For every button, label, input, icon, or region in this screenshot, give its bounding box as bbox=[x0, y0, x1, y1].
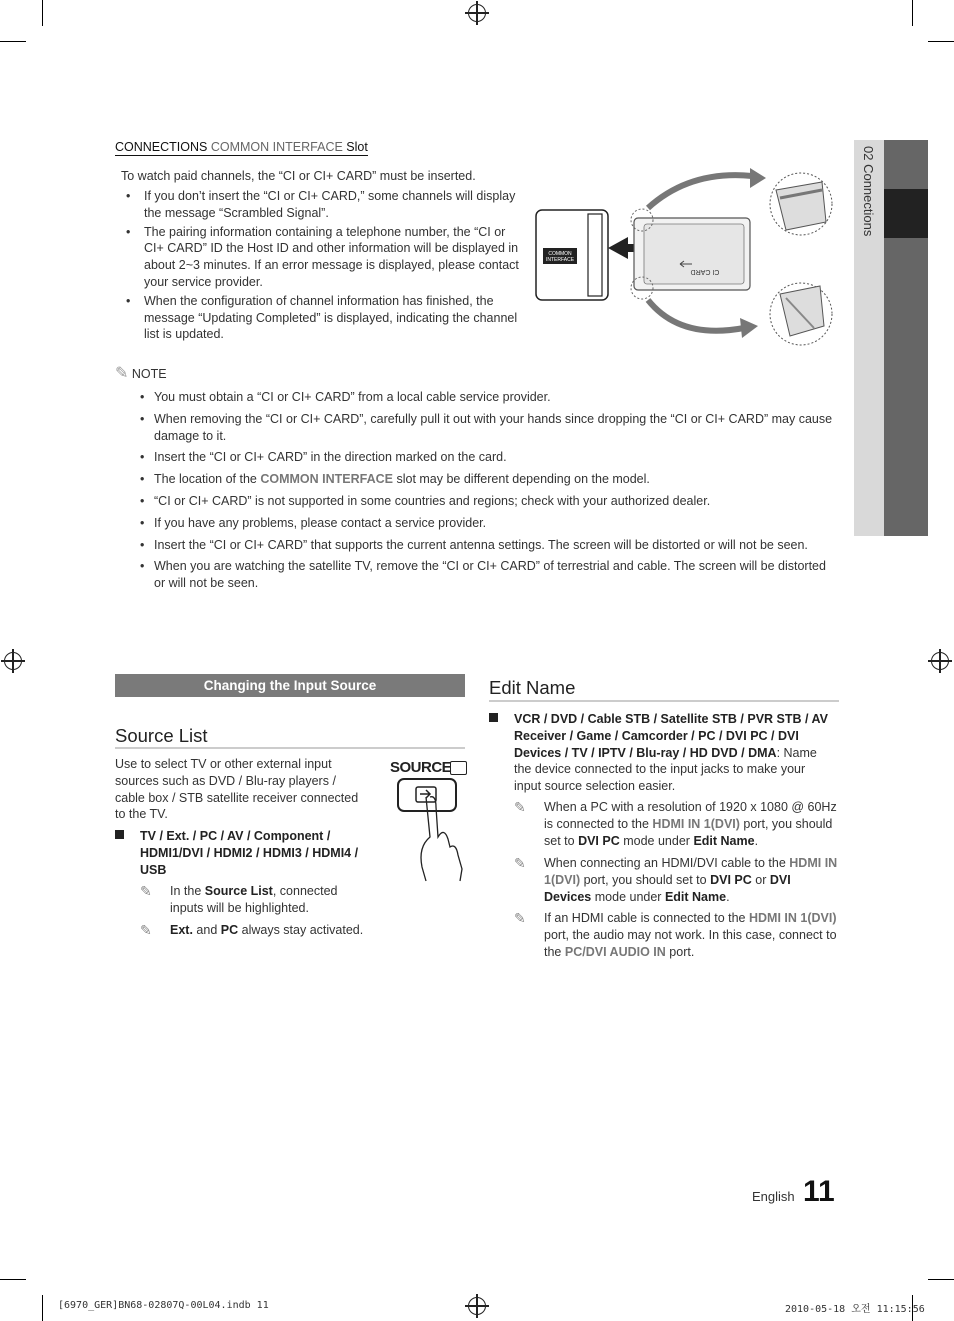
hand-press-icon bbox=[388, 777, 472, 885]
text: mode under bbox=[594, 889, 662, 904]
list-item: • Insert the “CI or CI+ CARD” that supports the current antenna settings. The screen will be distorted or will not be seen. bbox=[115, 537, 835, 554]
header-part: CONNECTIONS bbox=[115, 140, 208, 154]
text: port, the audio may not work. In this case, connect to the bbox=[544, 927, 837, 959]
source-list-item bbox=[115, 828, 365, 878]
text: If an HDMI cable is connected to the bbox=[544, 911, 746, 925]
header-part: Slot bbox=[346, 140, 368, 154]
memo-icon: ✎ bbox=[514, 910, 526, 926]
source-list-desc: Use to select TV or other external input sources such as DVD / Blu-ray players / cable box / STB satellite receiver connected to the TV. bbox=[115, 757, 359, 822]
text: The location of the bbox=[154, 472, 257, 487]
highlight: HDMI IN 1(DVI) bbox=[544, 856, 838, 887]
chapter-label: 02 Connections bbox=[861, 146, 876, 237]
curved-arrow-icon bbox=[648, 175, 752, 208]
square-bullet-icon bbox=[115, 830, 124, 839]
registration-mark-icon bbox=[931, 652, 949, 670]
source-menu-icon bbox=[450, 761, 467, 775]
insert-arrow-icon bbox=[608, 237, 634, 259]
source-memo-2 bbox=[140, 922, 400, 939]
source-memo-1 bbox=[140, 883, 370, 917]
edit-name-heading: Edit Name bbox=[489, 677, 576, 698]
text: mode under bbox=[623, 833, 690, 848]
list-item: • When removing the “CI or CI+ CARD”, carefully pull it out with your hands since dropping the “CI or CI+ CARD” may cause damage to it. bbox=[115, 411, 835, 445]
footer-language: English bbox=[752, 1189, 795, 1204]
note-list bbox=[115, 389, 835, 597]
registration-mark-icon bbox=[4, 652, 22, 670]
crop-mark bbox=[928, 1279, 954, 1280]
crop-mark bbox=[0, 1279, 26, 1280]
crop-mark bbox=[928, 41, 954, 42]
highlight: PC/DVI AUDIO IN bbox=[564, 944, 666, 959]
memo-icon: ✎ bbox=[514, 799, 526, 815]
card-label: CI CARD bbox=[690, 268, 720, 275]
list-item: • If you have any problems, please contact a service provider. bbox=[115, 515, 835, 532]
slot-label: COMMON bbox=[548, 251, 572, 257]
divider bbox=[115, 747, 465, 749]
bold-text: Edit Name bbox=[664, 889, 727, 904]
text: port, you should set to bbox=[544, 816, 833, 848]
print-slug-right: 2010-05-18 오전 11:15:56 bbox=[785, 1304, 925, 1315]
list-item: • “CI or CI+ CARD” is not supported in some countries and regions; check with your authorized dealer. bbox=[115, 493, 835, 510]
edit-memo-2: ✎ When connecting an HDMI/DVI cable to the HDMI IN 1(DVI) port, you should set to DVI PC or DVI Devices mode under Edit Name. bbox=[514, 855, 838, 904]
bold-text: PC bbox=[220, 923, 239, 937]
intro-text: To watch paid channels, the “CI or CI+ CARD” must be inserted. bbox=[121, 169, 476, 183]
text: port. bbox=[669, 944, 695, 959]
text: or bbox=[755, 872, 767, 887]
text: and bbox=[196, 923, 218, 937]
edit-memo-3 bbox=[514, 910, 839, 960]
bold-text: Source List bbox=[204, 884, 273, 898]
square-bullet-icon bbox=[489, 713, 498, 722]
divider bbox=[489, 700, 839, 702]
memo-icon: ✎ bbox=[140, 922, 152, 938]
bold-text: DVI PC bbox=[710, 872, 752, 887]
registration-mark-icon bbox=[468, 4, 486, 22]
text: When a PC with a resolution of 1920 x 1080 @ 60Hz is connected to the bbox=[544, 800, 837, 831]
section-banner: Changing the Input Source bbox=[115, 674, 465, 697]
crop-mark bbox=[912, 0, 913, 26]
list-item: • Insert the “CI or CI+ CARD” in the direction marked on the card. bbox=[115, 449, 835, 466]
page-number: 11 bbox=[803, 1175, 835, 1208]
section-header bbox=[115, 140, 368, 156]
note-title: NOTE bbox=[131, 367, 167, 381]
curved-arrow-icon bbox=[648, 300, 744, 331]
text: , connected inputs will be highlighted. bbox=[170, 884, 338, 915]
highlight: HDMI IN 1(DVI) bbox=[748, 911, 837, 925]
list-item: • If you don’t insert the “CI or CI+ CARD,” some channels will display the message “Scrambled Signal”. bbox=[115, 188, 520, 222]
print-slug-left: [6970_GER]BN68-02807Q-00L04.indb 11 bbox=[58, 1300, 269, 1311]
registration-mark-icon bbox=[468, 1297, 486, 1315]
highlight: COMMON INTERFACE bbox=[260, 472, 393, 487]
list-item: • The pairing information containing a telephone number, the “CI or CI+ CARD” ID the Host ID and other information will be displayed in about 2~3 minutes. If an error message is displayed, please contact your service provider. bbox=[115, 224, 520, 291]
remote-source-label: SOURCE bbox=[390, 759, 452, 776]
memo-icon: ✎ bbox=[514, 855, 526, 871]
chapter-tab-active bbox=[884, 189, 928, 238]
list-item: • When you are watching the satellite TV, remove the “CI or CI+ CARD” of terrestrial and cable. The screen will be distorted or will not be seen. bbox=[115, 558, 835, 592]
memo-icon: ✎ bbox=[115, 365, 129, 382]
text: slot may be different depending on the model. bbox=[396, 472, 650, 487]
slot-label: INTERFACE bbox=[545, 257, 575, 263]
edit-memo-1: ✎ When a PC with a resolution of 1920 x 1080 @ 60Hz is connected to the HDMI IN 1(DVI) port, you should set to DVI PC mode under Edit Name. bbox=[514, 799, 837, 848]
crop-mark bbox=[42, 0, 43, 26]
text: In the bbox=[170, 884, 202, 898]
intro-bullet-list bbox=[115, 188, 520, 345]
edit-name-item bbox=[489, 711, 834, 795]
remote-illustration bbox=[388, 757, 472, 887]
text: : Name the device connected to the input jacks to make your input source selection easier. bbox=[514, 745, 817, 794]
source-options: TV / Ext. / PC / AV / Component / HDMI1/DVI / HDMI2 / HDMI3 / HDMI4 / USB bbox=[140, 829, 359, 877]
text: always stay activated. bbox=[241, 923, 364, 937]
bold-text: Edit Name bbox=[693, 833, 755, 848]
device-list: VCR / DVD / Cable STB / Satellite STB / PVR STB / AV Receiver / Game / Camcorder / PC / DVI PC / DVI Devices / TV / IPTV / Blu-ray / HD DVD / DMA bbox=[514, 712, 828, 760]
memo-icon: ✎ bbox=[140, 883, 152, 899]
list-item: • You must obtain a “CI or CI+ CARD” from a local cable service provider. bbox=[115, 389, 835, 406]
bold-text: DVI Devices bbox=[544, 872, 791, 904]
list-item bbox=[115, 471, 835, 488]
crop-mark bbox=[0, 41, 26, 42]
header-part: COMMON INTERFACE bbox=[210, 140, 343, 154]
bold-text: DVI PC bbox=[578, 833, 620, 848]
text: port, you should set to bbox=[583, 872, 707, 887]
crop-mark bbox=[42, 1295, 43, 1321]
source-list-heading: Source List bbox=[115, 725, 208, 746]
highlight: HDMI IN 1(DVI) bbox=[652, 816, 740, 831]
text: When connecting an HDMI/DVI cable to the bbox=[544, 856, 786, 870]
list-item: • When the configuration of channel information has finished, the message “Updating Completed” is displayed, indicating the channel list is updated. bbox=[115, 293, 520, 343]
note-heading bbox=[115, 366, 167, 383]
ci-card-diagram bbox=[530, 168, 840, 350]
bold-text: Ext. bbox=[170, 923, 193, 937]
